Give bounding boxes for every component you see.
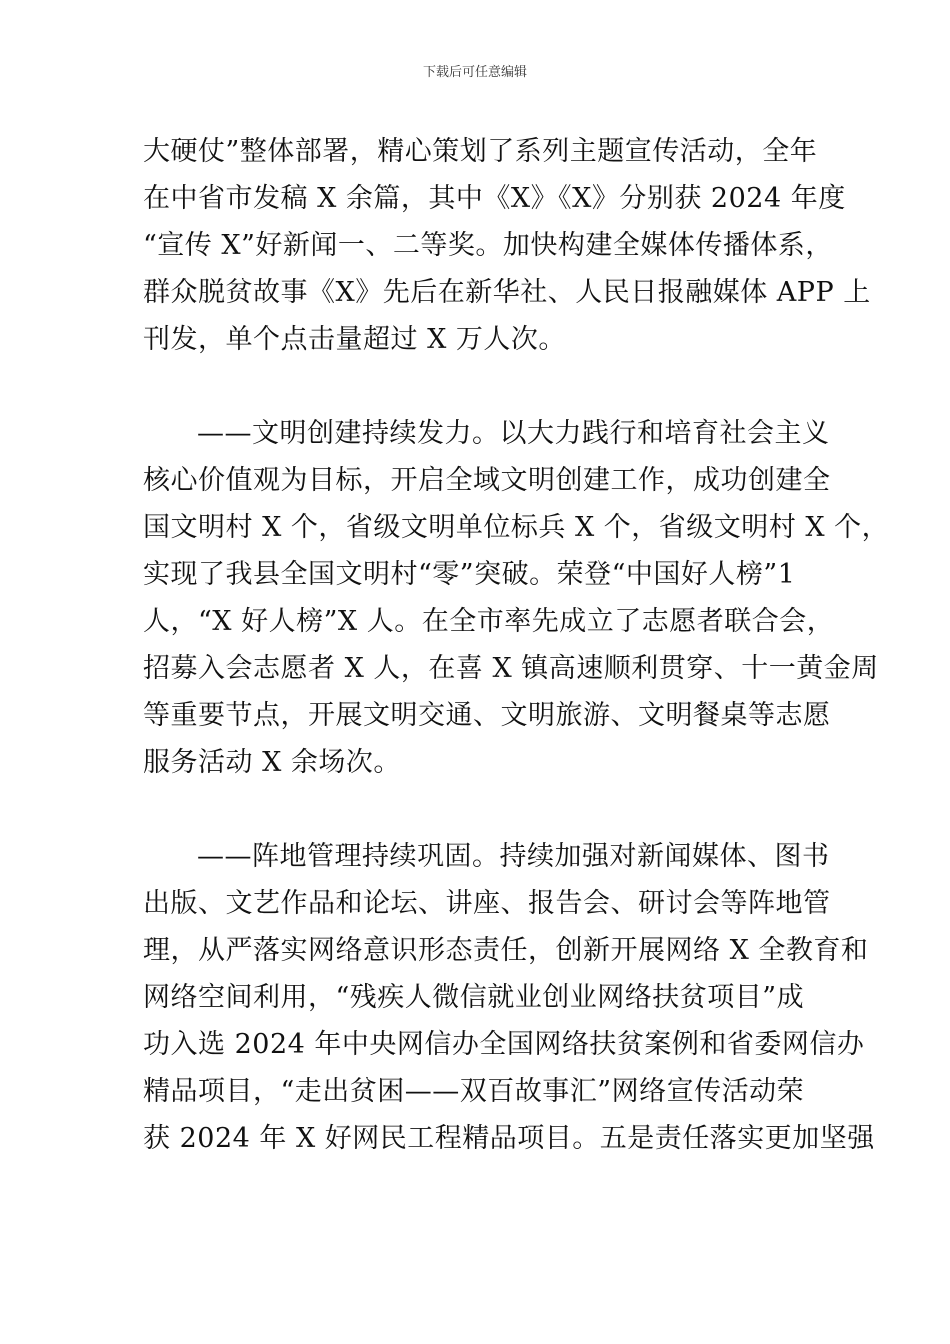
text-line: 人，“X 好人榜”X 人。在全市率先成立了志愿者联合会， [143,606,835,637]
paragraph-gap [143,363,813,410]
text-line: 理，从严落实网络意识形态责任，创新开展网络 X 全教育和 [143,935,869,966]
text-line: 服务活动 X 余场次。 [143,747,401,778]
paragraph-gap [143,786,813,833]
text-line: 国文明村 X 个，省级文明单位标兵 X 个，省级文明村 X 个， [143,512,890,543]
paragraph-1 [143,128,871,363]
header-note: 下载后可任意编辑 [422,65,527,80]
text-line: “宣传 X”好新闻一、二等奖。加快构建全媒体传播体系， [143,230,833,261]
text-line: 刊发，单个点击量超过 X 万人次。 [143,324,566,355]
text-line: 大硬仗”整体部署，精心策划了系列主题宣传活动，全年 [143,136,818,167]
text-line: 招募入会志愿者 X 人，在喜 X 镇高速顺利贯穿、十一黄金周 [143,653,879,684]
paragraph-3 [143,833,875,1162]
text-line: 群众脱贫故事《X》先后在新华社、人民日报融媒体 APP 上 [143,277,871,308]
text-line: 核心价值观为目标，开启全域文明创建工作，成功创建全 [143,465,831,496]
text-line: 功入选 2024 年中央网信办全国网络扶贫案例和省委网信办 [143,1029,865,1060]
text-line: 获 2024 年 X 好网民工程精品项目。五是责任落实更加坚强 [143,1123,875,1154]
text-line: ——阵地管理持续巩固。持续加强对新闻媒体、图书 [197,841,830,872]
paragraph-2 [143,410,890,786]
document-body [143,128,890,1162]
text-line: 出版、文艺作品和论坛、讲座、报告会、研讨会等阵地管 [143,888,831,919]
text-line: 精品项目，“走出贫困——双百故事汇”网络宣传活动荣 [143,1076,805,1107]
text-line: 在中省市发稿 X 余篇，其中《X》《X》分别获 2024 年度 [143,183,846,214]
text-line: 实现了我县全国文明村“零”突破。荣登“中国好人榜”1 [143,559,796,590]
text-line: 网络空间利用，“残疾人微信就业创业网络扶贫项目”成 [143,982,805,1013]
text-line: ——文明创建持续发力。以大力践行和培育社会主义 [197,418,830,449]
text-line: 等重要节点，开展文明交通、文明旅游、文明餐桌等志愿 [143,700,831,731]
